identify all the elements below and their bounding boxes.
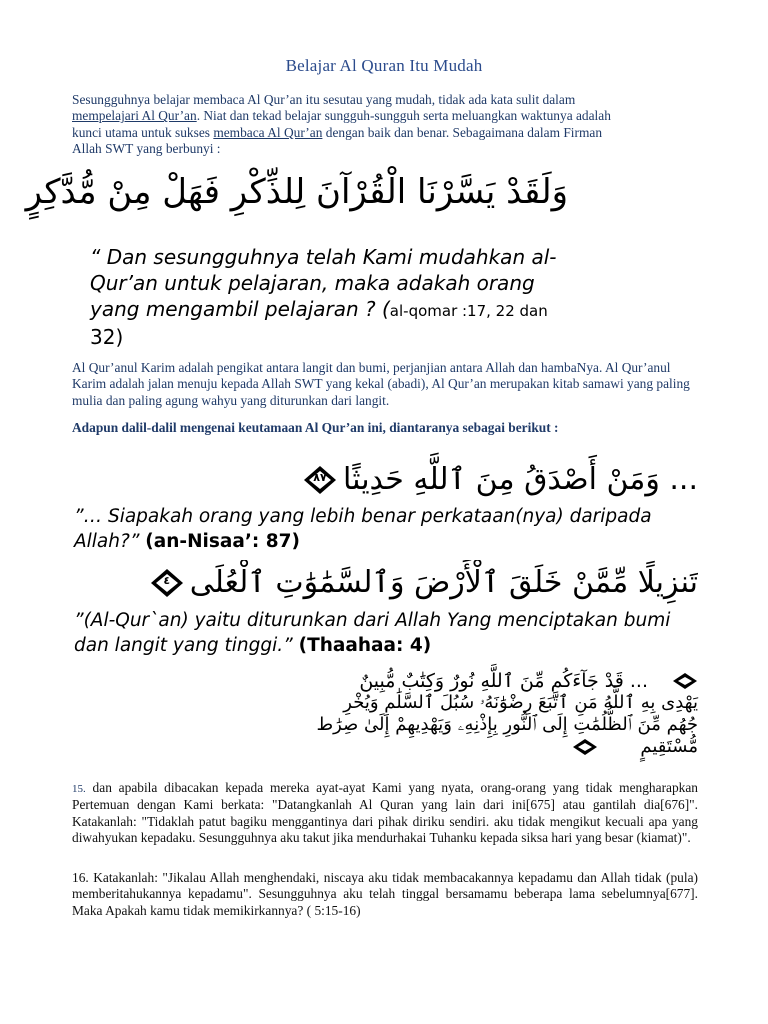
arabic-line-4: مُّسْتَقِيمٍ	[640, 736, 698, 757]
quote-line-1: ”… Siapakah orang yang lebih benar perkataan(nya) daripada	[74, 506, 652, 527]
arabic-verse: تَنزِيلًا مِّمَّنْ خَلَقَ ٱلْأَرْضَ وَٱلسَّمَٰوَٰتِ ٱلْعُلَى	[189, 565, 698, 600]
quote-translation	[74, 504, 652, 554]
quote-line-3: yang mengambil pelajaran ? (	[90, 297, 390, 321]
quote-line-2: Qur’an untuk pelajaran, maka adakah orang	[90, 271, 535, 295]
quote-line-2: Allah?”	[74, 531, 146, 552]
quote-translation	[74, 608, 670, 658]
verse-16-paragraph: 16. Katakanlah: "Jikalau Allah menghendaki, niscaya aku tidak membacakannya kepadamu dan Allah tidak (pula) memberitahukannya kepadamu". Sesungguhnya aku telah tinggal bersamamu beberapa lama sebelumnya[677]. Maka Apakah kamu tidak memikirkannya? ( 5:15-16)	[72, 870, 698, 918]
intro-text-2: . Niat dan tekad belajar sungguh-sungguh serta meluangkan waktunya adalah	[196, 108, 611, 124]
ayah-marker-icon	[150, 568, 184, 598]
link-membaca[interactable]: membaca Al Qur’an	[213, 124, 323, 140]
intro-text-4: dengan baik dan benar. Sebagaimana dalam Firman	[322, 124, 603, 140]
verse-15-paragraph	[72, 780, 698, 847]
section-heading: Adapun dalil-dalil mengenai keutamaan Al Qur’an ini, diantaranya sebagai berikut :	[72, 420, 559, 435]
arabic-verse: ... وَمَنْ أَصْدَقُ مِنَ ٱللَّهِ حَدِيثًا	[343, 462, 698, 497]
quran-quote-annisaa	[72, 448, 706, 556]
arabic-line-2: يَهْدِى بِهِ ٱللَّهُ مَنِ ٱتَّبَعَ رِضْوَٰنَهُۥ سُبُلَ ٱلسَّلَٰمِ وَيُخْرِ	[343, 692, 698, 713]
quote-reference: (Thaahaa: 4)	[298, 635, 432, 656]
quran-quote-almaidah	[76, 668, 702, 760]
arabic-line-3: جُهُم مِّنَ ٱلظُّلُمَٰتِ إِلَى ٱلنُّورِ بِإِذْنِهِۦ وَيَهْدِيهِمْ إِلَىٰ صِرَٰط	[316, 714, 698, 735]
ayah-marker-icon	[303, 465, 337, 495]
quote-translation	[90, 244, 557, 350]
intro-text-5: Allah SWT yang berbunyi :	[72, 141, 221, 157]
quote-reference: al-qomar :17, 22 dan	[389, 302, 548, 320]
arabic-verse: وَلَقَدْ يَسَّرْنَا الْقُرْآنَ لِلذِّكْرِ فَهَلْ مِنْ مُّدَّكِرٍ	[25, 172, 568, 212]
verse-text: dan apabila dibacakan kepada mereka ayat-ayat Kami yang nyata, orang-orang yang tidak mengharapkan Pertemuan dengan Kami berkata: "Datangkanlah Al Quran yang lain dari ini[675] atau gantilah dia[676]". Katakanlah: "Tidaklah patut bagiku menggantinya dari pihak diriku sendiri. aku tidak mengikut kecuali apa yang diwahyukan kepadaku. Sesungguhnya aku takut jika mendurhakai Tuhanku kepada siksa hari yang besar (kiamat)".	[72, 780, 698, 846]
quote-line-2: dan langit yang tinggi.”	[74, 635, 299, 656]
verse-number: 15.	[72, 783, 86, 795]
arabic-line-1: ... قَدْ جَآءَكُم مِّنَ ٱللَّهِ نُورٌ وَكِتَٰبٌ مُّبِينٌ	[359, 670, 648, 692]
ayah-marker-icon	[572, 738, 598, 756]
quran-quote-thaahaa	[72, 558, 706, 662]
page-title: Belajar Al Quran Itu Mudah	[285, 56, 483, 75]
ayah-number: ٤	[163, 574, 171, 587]
ayah-number: ٨٧	[313, 471, 327, 484]
intro-text-1: Sesungguhnya belajar membaca Al Qur’an itu sesutau yang mudah, tidak ada kata sulit dalam	[72, 92, 576, 107]
link-mempelajari[interactable]: mempelajari Al Qur’an	[72, 108, 197, 124]
intro-paragraph	[72, 92, 698, 158]
quote-line-1: ”(Al-Qur`an) yaitu diturunkan dari Allah Yang menciptakan bumi	[74, 610, 671, 631]
quote-line-1: “ Dan sesungguhnya telah Kami mudahkan al-	[90, 245, 557, 269]
quote-reference: (an-Nisaa’: 87)	[145, 531, 300, 552]
intro-text-3: kunci utama untuk sukses	[72, 124, 214, 140]
quote-line-4: 32)	[90, 325, 124, 349]
quran-quote-alqomar	[25, 160, 578, 349]
paragraph-2: Al Qur’anul Karim adalah pengikat antara langit dan bumi, perjanjian antara Allah dan hambaNya. Al Qur’anul Karim adalah jalan menuju kepada Allah SWT yang kekal (abadi), Al Qur’an merupakan kitab samawi yang paling mulia dan paling agung wahyu yang diturunkan dari langit.	[72, 360, 690, 408]
ayah-marker-icon	[672, 672, 698, 690]
